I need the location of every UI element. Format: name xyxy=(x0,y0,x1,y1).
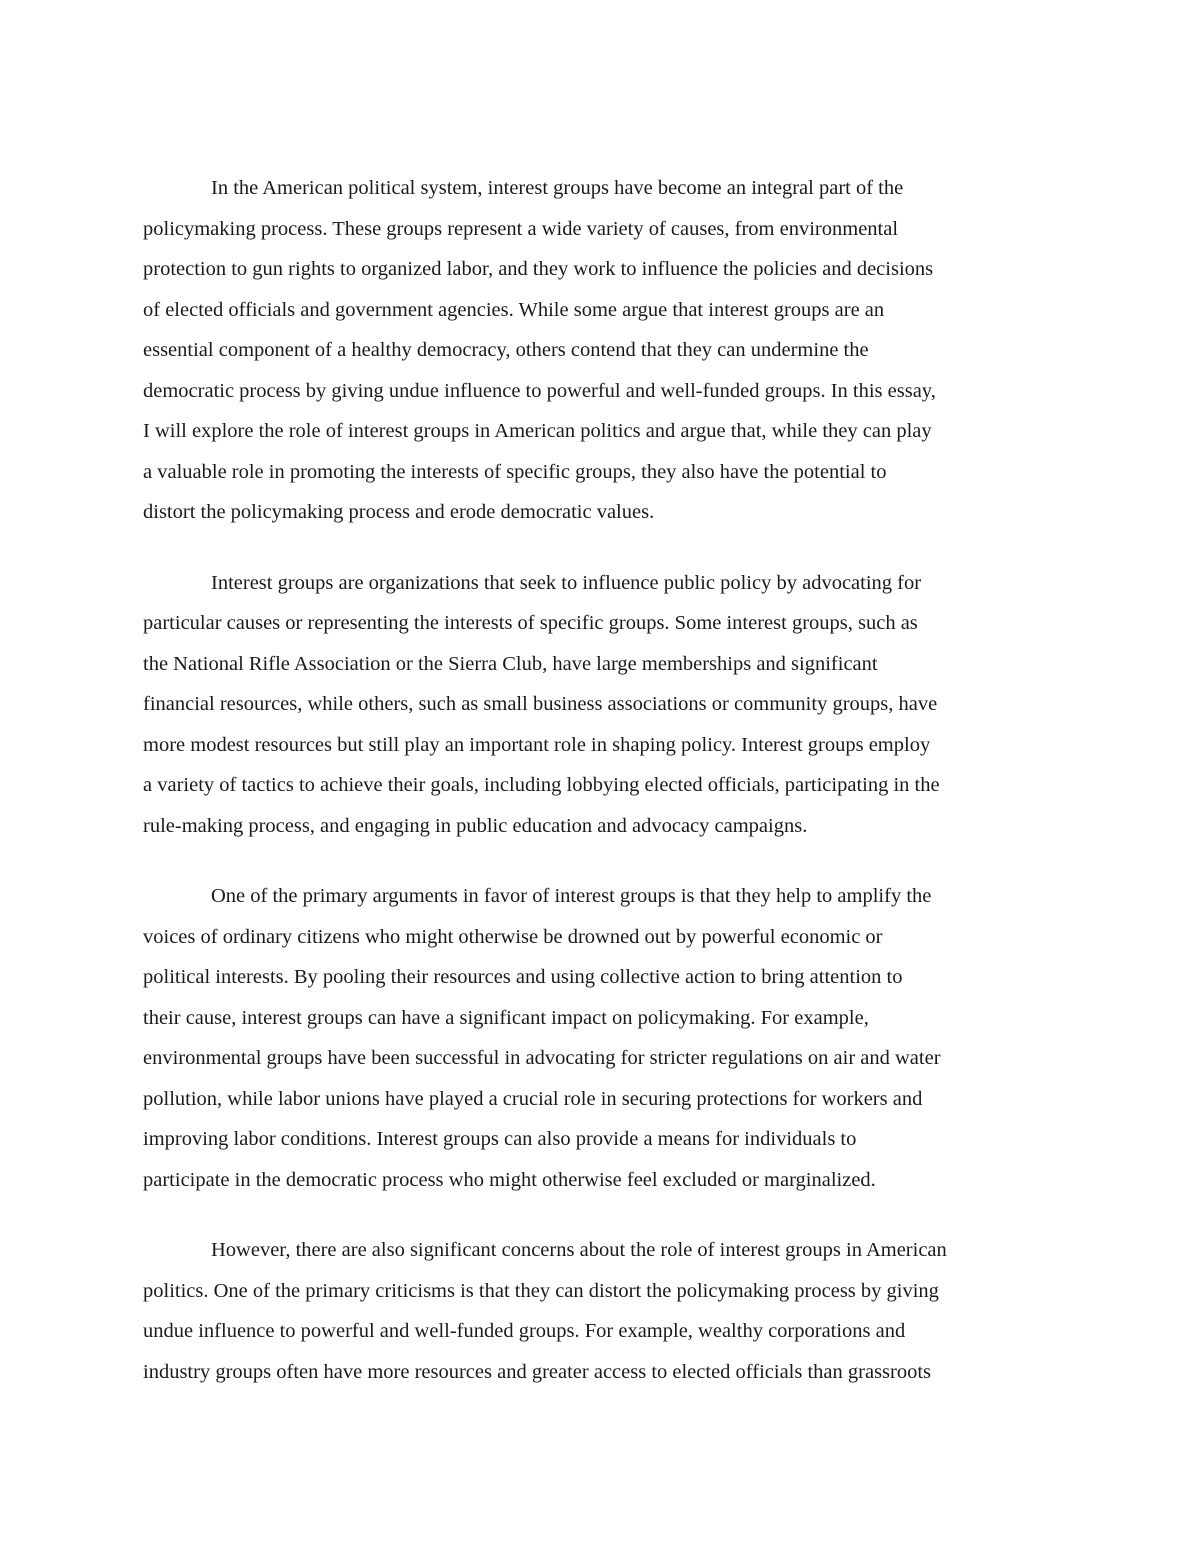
text-line: financial resources, while others, such as small business associations or community groups, have xyxy=(143,693,938,715)
text-line: political interests. By pooling their resources and using collective action to bring attention to xyxy=(143,966,903,988)
text-line: the National Rifle Association or the Sierra Club, have large memberships and significant xyxy=(143,652,878,675)
text-line: participate in the democratic process who might otherwise feel excluded or marginalized. xyxy=(143,1168,876,1191)
text-line: democratic process by giving undue influence to powerful and well-funded groups. In this essay, xyxy=(143,379,936,402)
text-line: In the American political system, interest groups have become an integral part of the xyxy=(211,177,904,199)
text-line: pollution, while labor unions have played a crucial role in securing protections for workers and xyxy=(143,1087,923,1110)
text-line: a valuable role in promoting the interests of specific groups, they also have the potential to xyxy=(143,460,887,483)
text-line: One of the primary arguments in favor of interest groups is that they help to amplify the xyxy=(211,885,932,907)
text-line: rule-making process, and engaging in public education and advocacy campaigns. xyxy=(143,814,808,837)
paragraph-2 xyxy=(143,563,1059,847)
paragraph-4 xyxy=(143,1230,1059,1392)
text-line: improving labor conditions. Interest groups can also provide a means for individuals to xyxy=(143,1128,857,1150)
text-line: a variety of tactics to achieve their goals, including lobbying elected officials, participating in the xyxy=(143,774,940,796)
text-line: voices of ordinary citizens who might otherwise be drowned out by powerful economic or xyxy=(143,925,883,948)
text-line: However, there are also significant concerns about the role of interest groups in American xyxy=(211,1239,947,1261)
text-line: industry groups often have more resources and greater access to elected officials than grassroots xyxy=(143,1360,932,1383)
text-line: protection to gun rights to organized labor, and they work to influence the policies and decisions xyxy=(143,258,934,280)
text-line: more modest resources but still play an important role in shaping policy. Interest groups employ xyxy=(143,733,931,756)
paragraph-3 xyxy=(143,876,1059,1200)
text-line: policymaking process. These groups represent a wide variety of causes, from environmental xyxy=(143,217,899,240)
text-line: particular causes or representing the interests of specific groups. Some interest groups, such as xyxy=(143,612,918,634)
text-line: I will explore the role of interest groups in American politics and argue that, while they can play xyxy=(143,420,932,442)
text-line: their cause, interest groups can have a significant impact on policymaking. For example, xyxy=(143,1006,869,1029)
text-line: politics. One of the primary criticisms is that they can distort the policymaking process by giving xyxy=(143,1279,939,1302)
text-line: distort the policymaking process and erode democratic values. xyxy=(143,501,655,523)
text-line: undue influence to powerful and well-funded groups. For example, wealthy corporations and xyxy=(143,1320,906,1342)
paragraph-1 xyxy=(143,168,1059,533)
text-line: Interest groups are organizations that seek to influence public policy by advocating for xyxy=(211,571,922,594)
text-line: of elected officials and government agencies. While some argue that interest groups are an xyxy=(143,298,885,321)
text-line: environmental groups have been successful in advocating for stricter regulations on air and water xyxy=(143,1047,941,1069)
text-line: essential component of a healthy democracy, others contend that they can undermine the xyxy=(143,339,869,361)
essay-body xyxy=(143,168,1059,1422)
